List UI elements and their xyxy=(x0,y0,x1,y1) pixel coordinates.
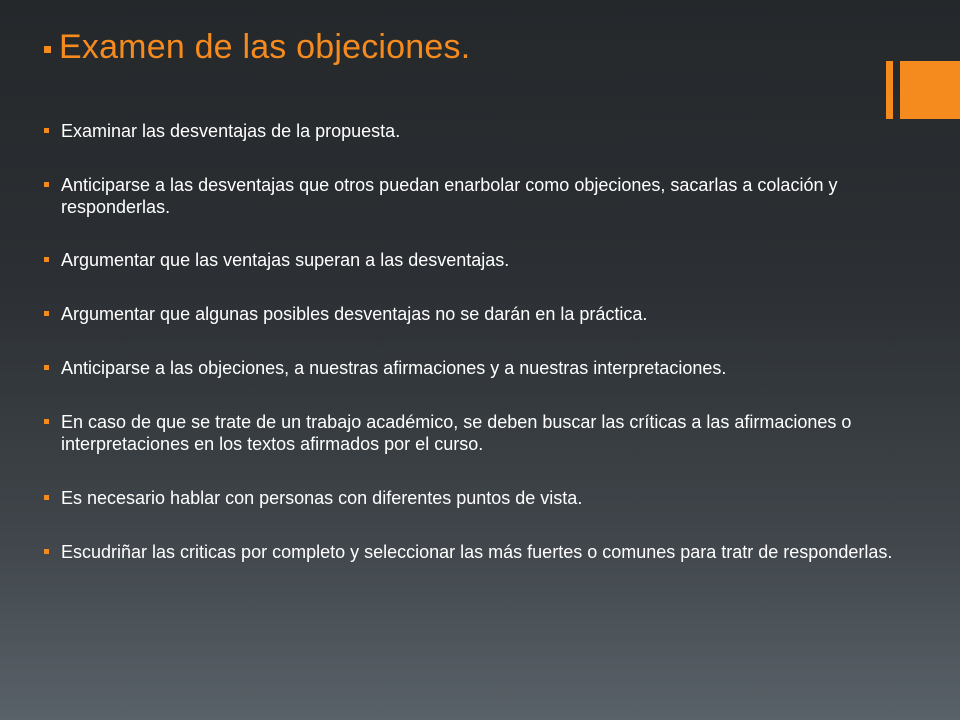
square-bullet-icon xyxy=(44,311,49,316)
bullet-list xyxy=(44,120,904,595)
accent-bar-thick xyxy=(900,61,960,119)
bullet-text: Argumentar que las ventajas superan a las desventajas. xyxy=(61,250,510,270)
accent-bar-thin xyxy=(886,61,893,119)
square-bullet-icon xyxy=(44,365,49,370)
square-bullet-icon xyxy=(44,495,49,500)
bullet-item xyxy=(44,541,904,563)
bullet-item xyxy=(44,174,904,218)
bullet-item xyxy=(44,303,904,325)
square-bullet-icon xyxy=(44,549,49,554)
square-bullet-icon xyxy=(44,128,49,133)
bullet-text: Anticiparse a las objeciones, a nuestras afirmaciones y a nuestras interpretaciones. xyxy=(61,358,727,378)
bullet-item xyxy=(44,411,904,455)
bullet-text: En caso de que se trate de un trabajo académico, se deben buscar las críticas a las afirmaciones o interpretaciones en los textos afirmados por el curso. xyxy=(61,412,852,454)
bullet-text: Es necesario hablar con personas con diferentes puntos de vista. xyxy=(61,488,583,508)
title-bullet-icon xyxy=(44,46,51,53)
square-bullet-icon xyxy=(44,419,49,424)
slide-title-row xyxy=(44,28,470,67)
bullet-text: Examinar las desventajas de la propuesta. xyxy=(61,121,401,141)
bullet-text: Escudriñar las criticas por completo y seleccionar las más fuertes o comunes para tratr de responderlas. xyxy=(61,542,893,562)
bullet-text: Anticiparse a las desventajas que otros puedan enarbolar como objeciones, sacarlas a colación y responderlas. xyxy=(61,175,838,217)
square-bullet-icon xyxy=(44,257,49,262)
bullet-item xyxy=(44,120,904,142)
bullet-item xyxy=(44,249,904,271)
bullet-item xyxy=(44,357,904,379)
slide-title: Examen de las objeciones. xyxy=(59,28,471,66)
bullet-text: Argumentar que algunas posibles desventajas no se darán en la práctica. xyxy=(61,304,648,324)
square-bullet-icon xyxy=(44,182,49,187)
bullet-item xyxy=(44,487,904,509)
